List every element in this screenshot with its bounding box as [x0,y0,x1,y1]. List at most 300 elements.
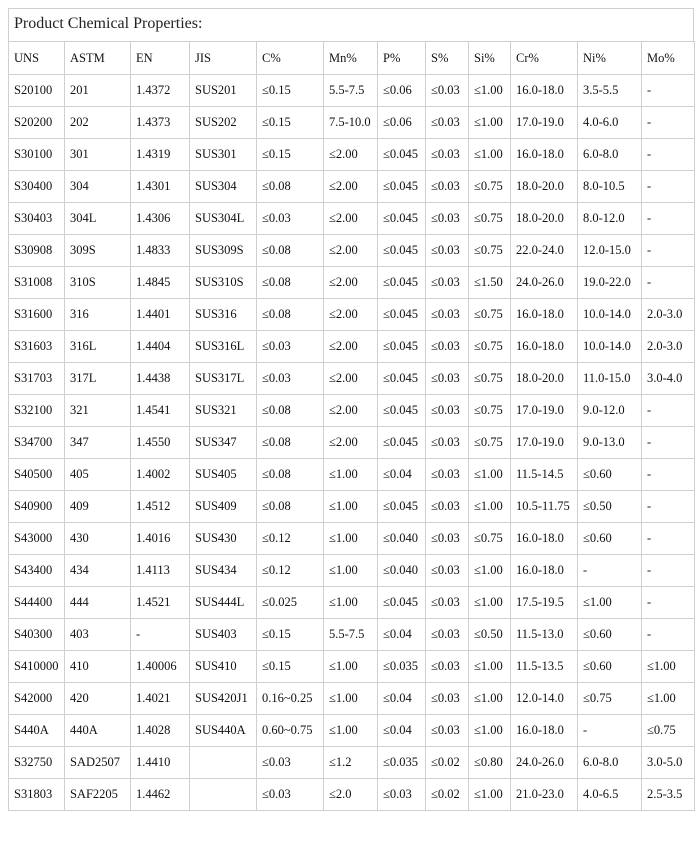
cell-astm: 409 [65,491,131,523]
cell-si: ≤1.00 [469,139,511,171]
cell-c: ≤0.08 [257,171,324,203]
cell-p: ≤0.035 [378,651,426,683]
cell-p: ≤0.045 [378,331,426,363]
cell-ni: 8.0-10.5 [578,171,642,203]
cell-cr: 24.0-26.0 [511,267,578,299]
cell-si: ≤1.00 [469,779,511,811]
cell-astm: 310S [65,267,131,299]
cell-c: 0.60~0.75 [257,715,324,747]
cell-en: 1.4512 [131,491,190,523]
cell-s: ≤0.03 [426,651,469,683]
cell-mn: ≤2.00 [324,267,378,299]
table-row [9,427,695,459]
cell-ni: 3.5-5.5 [578,75,642,107]
cell-c: ≤0.15 [257,139,324,171]
cell-uns: S30908 [9,235,65,267]
cell-mo: - [642,619,695,651]
cell-ni: ≤1.00 [578,587,642,619]
cell-mn: ≤1.00 [324,523,378,555]
cell-mo: - [642,139,695,171]
cell-mo: - [642,267,695,299]
cell-en: 1.4410 [131,747,190,779]
cell-c: ≤0.15 [257,107,324,139]
cell-c: ≤0.025 [257,587,324,619]
cell-cr: 22.0-24.0 [511,235,578,267]
cell-jis: SUS310S [190,267,257,299]
table-row [9,75,695,107]
cell-uns: S31703 [9,363,65,395]
cell-en: - [131,619,190,651]
cell-mo: - [642,459,695,491]
cell-s: ≤0.03 [426,683,469,715]
cell-s: ≤0.03 [426,107,469,139]
cell-mn: ≤2.00 [324,363,378,395]
cell-mo: - [642,523,695,555]
cell-s: ≤0.03 [426,171,469,203]
cell-astm: SAD2507 [65,747,131,779]
cell-uns: S20100 [9,75,65,107]
cell-astm: 317L [65,363,131,395]
cell-s: ≤0.03 [426,75,469,107]
cell-ni: - [578,555,642,587]
cell-c: ≤0.08 [257,235,324,267]
column-header-ni: Ni% [578,42,642,75]
cell-s: ≤0.03 [426,587,469,619]
cell-en: 1.4002 [131,459,190,491]
cell-c: ≤0.12 [257,555,324,587]
cell-astm: 420 [65,683,131,715]
cell-p: ≤0.040 [378,555,426,587]
cell-uns: S20200 [9,107,65,139]
cell-uns: S43400 [9,555,65,587]
cell-ni: 10.0-14.0 [578,331,642,363]
cell-astm: 301 [65,139,131,171]
cell-ni: ≤0.75 [578,683,642,715]
cell-s: ≤0.03 [426,299,469,331]
cell-jis: SUS403 [190,619,257,651]
cell-mo: - [642,587,695,619]
cell-jis [190,747,257,779]
cell-c: ≤0.15 [257,619,324,651]
table-row [9,331,695,363]
cell-jis: SUS410 [190,651,257,683]
cell-en: 1.4016 [131,523,190,555]
cell-astm: 403 [65,619,131,651]
cell-uns: S30400 [9,171,65,203]
cell-mo: 2.5-3.5 [642,779,695,811]
cell-cr: 16.0-18.0 [511,75,578,107]
cell-p: ≤0.04 [378,715,426,747]
cell-cr: 16.0-18.0 [511,523,578,555]
cell-cr: 17.0-19.0 [511,107,578,139]
cell-cr: 10.5-11.75 [511,491,578,523]
cell-uns: S32100 [9,395,65,427]
cell-en: 1.4833 [131,235,190,267]
cell-en: 1.4306 [131,203,190,235]
cell-si: ≤1.00 [469,651,511,683]
cell-cr: 12.0-14.0 [511,683,578,715]
cell-jis: SUS304L [190,203,257,235]
cell-cr: 17.0-19.0 [511,395,578,427]
cell-jis: SUS409 [190,491,257,523]
cell-astm: 405 [65,459,131,491]
cell-s: ≤0.03 [426,523,469,555]
cell-mn: ≤2.00 [324,203,378,235]
table-row [9,363,695,395]
cell-mn: ≤2.00 [324,235,378,267]
cell-jis: SUS347 [190,427,257,459]
cell-cr: 24.0-26.0 [511,747,578,779]
table-row [9,651,695,683]
cell-mn: ≤2.00 [324,299,378,331]
cell-c: ≤0.03 [257,203,324,235]
cell-mn: 5.5-7.5 [324,619,378,651]
table-row [9,747,695,779]
cell-c: ≤0.03 [257,363,324,395]
cell-jis: SUS444L [190,587,257,619]
cell-mo: - [642,75,695,107]
cell-astm: 430 [65,523,131,555]
cell-mn: ≤1.00 [324,555,378,587]
table-row [9,139,695,171]
cell-si: ≤0.75 [469,427,511,459]
cell-s: ≤0.03 [426,267,469,299]
cell-ni: - [578,715,642,747]
cell-mn: ≤1.00 [324,587,378,619]
cell-c: ≤0.03 [257,779,324,811]
cell-p: ≤0.06 [378,107,426,139]
cell-jis: SUS316 [190,299,257,331]
cell-astm: 321 [65,395,131,427]
cell-p: ≤0.04 [378,619,426,651]
cell-si: ≤1.50 [469,267,511,299]
table-row [9,267,695,299]
column-header-mo: Mo% [642,42,695,75]
cell-cr: 18.0-20.0 [511,203,578,235]
cell-en: 1.4372 [131,75,190,107]
cell-mn: 5.5-7.5 [324,75,378,107]
column-header-mn: Mn% [324,42,378,75]
cell-uns: S31803 [9,779,65,811]
cell-ni: 9.0-13.0 [578,427,642,459]
cell-p: ≤0.045 [378,171,426,203]
cell-mn: ≤2.00 [324,139,378,171]
cell-s: ≤0.03 [426,235,469,267]
cell-mo: - [642,107,695,139]
cell-astm: 444 [65,587,131,619]
cell-jis [190,779,257,811]
cell-ni: 11.0-15.0 [578,363,642,395]
cell-astm: 440A [65,715,131,747]
column-header-jis: JIS [190,42,257,75]
cell-si: ≤0.75 [469,171,511,203]
cell-uns: S40300 [9,619,65,651]
cell-mn: ≤2.00 [324,427,378,459]
cell-mn: ≤1.2 [324,747,378,779]
cell-jis: SUS316L [190,331,257,363]
cell-p: ≤0.045 [378,491,426,523]
cell-jis: SUS201 [190,75,257,107]
cell-uns: S42000 [9,683,65,715]
cell-jis: SUS405 [190,459,257,491]
cell-mn: ≤2.00 [324,331,378,363]
cell-ni: 6.0-8.0 [578,747,642,779]
cell-si: ≤1.00 [469,555,511,587]
cell-p: ≤0.045 [378,267,426,299]
column-header-astm: ASTM [65,42,131,75]
cell-uns: S32750 [9,747,65,779]
cell-uns: S440A [9,715,65,747]
cell-jis: SUS420J1 [190,683,257,715]
cell-astm: 309S [65,235,131,267]
cell-cr: 16.0-18.0 [511,555,578,587]
cell-cr: 17.0-19.0 [511,427,578,459]
table-row [9,171,695,203]
cell-s: ≤0.03 [426,139,469,171]
cell-cr: 16.0-18.0 [511,299,578,331]
cell-ni: ≤0.60 [578,523,642,555]
table-row [9,107,695,139]
cell-mo: - [642,395,695,427]
cell-cr: 18.0-20.0 [511,171,578,203]
cell-ni: 10.0-14.0 [578,299,642,331]
cell-en: 1.4550 [131,427,190,459]
cell-p: ≤0.040 [378,523,426,555]
cell-mn: ≤1.00 [324,715,378,747]
cell-astm: 202 [65,107,131,139]
cell-c: ≤0.08 [257,459,324,491]
cell-cr: 17.5-19.5 [511,587,578,619]
table-row [9,459,695,491]
cell-si: ≤1.00 [469,715,511,747]
cell-c: ≤0.08 [257,491,324,523]
cell-en: 1.4462 [131,779,190,811]
cell-en: 1.4028 [131,715,190,747]
cell-en: 1.4541 [131,395,190,427]
cell-si: ≤0.80 [469,747,511,779]
cell-mn: 7.5-10.0 [324,107,378,139]
properties-panel [8,8,694,811]
table-row [9,779,695,811]
cell-mn: ≤1.00 [324,459,378,491]
table-row [9,587,695,619]
cell-s: ≤0.02 [426,747,469,779]
cell-mo: - [642,171,695,203]
cell-si: ≤1.00 [469,587,511,619]
cell-mo: 2.0-3.0 [642,331,695,363]
cell-s: ≤0.02 [426,779,469,811]
column-header-s: S% [426,42,469,75]
header-row [9,42,695,75]
cell-si: ≤1.00 [469,459,511,491]
cell-c: ≤0.08 [257,427,324,459]
cell-mo: - [642,427,695,459]
cell-s: ≤0.03 [426,555,469,587]
column-header-p: P% [378,42,426,75]
cell-jis: SUS434 [190,555,257,587]
cell-mo: 3.0-4.0 [642,363,695,395]
cell-astm: 316L [65,331,131,363]
cell-mo: ≤1.00 [642,651,695,683]
cell-s: ≤0.03 [426,619,469,651]
cell-mn: ≤2.00 [324,395,378,427]
table-title: Product Chemical Properties: [8,8,694,41]
cell-c: ≤0.03 [257,331,324,363]
cell-uns: S43000 [9,523,65,555]
cell-mo: ≤1.00 [642,683,695,715]
table-row [9,203,695,235]
cell-cr: 18.0-20.0 [511,363,578,395]
cell-p: ≤0.045 [378,203,426,235]
cell-jis: SUS430 [190,523,257,555]
cell-astm: 434 [65,555,131,587]
cell-uns: S40500 [9,459,65,491]
cell-si: ≤1.00 [469,491,511,523]
cell-s: ≤0.03 [426,363,469,395]
cell-jis: SUS440A [190,715,257,747]
chemical-properties-table [8,41,695,811]
cell-uns: S31600 [9,299,65,331]
cell-si: ≤1.00 [469,107,511,139]
cell-c: ≤0.08 [257,267,324,299]
cell-en: 1.4021 [131,683,190,715]
cell-c: ≤0.15 [257,651,324,683]
cell-si: ≤0.75 [469,203,511,235]
table-row [9,491,695,523]
cell-ni: ≤0.60 [578,651,642,683]
cell-en: 1.4845 [131,267,190,299]
cell-p: ≤0.045 [378,587,426,619]
cell-en: 1.4401 [131,299,190,331]
cell-mo: - [642,235,695,267]
cell-si: ≤0.75 [469,363,511,395]
cell-si: ≤0.75 [469,523,511,555]
cell-astm: 304 [65,171,131,203]
cell-mn: ≤1.00 [324,683,378,715]
cell-en: 1.40006 [131,651,190,683]
cell-mn: ≤1.00 [324,491,378,523]
cell-p: ≤0.045 [378,299,426,331]
cell-uns: S31008 [9,267,65,299]
cell-en: 1.4319 [131,139,190,171]
cell-ni: 6.0-8.0 [578,139,642,171]
cell-en: 1.4113 [131,555,190,587]
cell-si: ≤0.75 [469,235,511,267]
cell-ni: 8.0-12.0 [578,203,642,235]
cell-astm: 316 [65,299,131,331]
cell-jis: SUS321 [190,395,257,427]
cell-ni: ≤0.60 [578,459,642,491]
table-row [9,683,695,715]
column-header-en: EN [131,42,190,75]
cell-en: 1.4404 [131,331,190,363]
table-row [9,619,695,651]
cell-cr: 16.0-18.0 [511,331,578,363]
cell-s: ≤0.03 [426,331,469,363]
cell-astm: 410 [65,651,131,683]
cell-c: ≤0.03 [257,747,324,779]
cell-mo: ≤0.75 [642,715,695,747]
cell-ni: 4.0-6.5 [578,779,642,811]
cell-jis: SUS317L [190,363,257,395]
cell-uns: S44400 [9,587,65,619]
cell-jis: SUS301 [190,139,257,171]
cell-cr: 16.0-18.0 [511,139,578,171]
cell-si: ≤1.00 [469,683,511,715]
column-header-c: C% [257,42,324,75]
cell-s: ≤0.03 [426,427,469,459]
cell-p: ≤0.06 [378,75,426,107]
cell-uns: S30403 [9,203,65,235]
cell-mo: - [642,555,695,587]
cell-s: ≤0.03 [426,459,469,491]
cell-si: ≤0.75 [469,299,511,331]
cell-p: ≤0.04 [378,683,426,715]
cell-ni: 19.0-22.0 [578,267,642,299]
column-header-cr: Cr% [511,42,578,75]
cell-cr: 11.5-13.0 [511,619,578,651]
cell-mo: - [642,203,695,235]
cell-p: ≤0.045 [378,427,426,459]
cell-uns: S34700 [9,427,65,459]
cell-c: ≤0.08 [257,299,324,331]
cell-cr: 11.5-13.5 [511,651,578,683]
cell-c: ≤0.12 [257,523,324,555]
cell-en: 1.4373 [131,107,190,139]
table-row [9,715,695,747]
cell-si: ≤1.00 [469,75,511,107]
cell-c: ≤0.15 [257,75,324,107]
cell-astm: 304L [65,203,131,235]
cell-en: 1.4521 [131,587,190,619]
table-row [9,523,695,555]
cell-si: ≤0.75 [469,395,511,427]
cell-s: ≤0.03 [426,395,469,427]
cell-mo: 3.0-5.0 [642,747,695,779]
column-header-uns: UNS [9,42,65,75]
cell-cr: 21.0-23.0 [511,779,578,811]
cell-astm: SAF2205 [65,779,131,811]
cell-jis: SUS202 [190,107,257,139]
table-row [9,235,695,267]
cell-mo: 2.0-3.0 [642,299,695,331]
cell-p: ≤0.045 [378,363,426,395]
cell-c: ≤0.08 [257,395,324,427]
table-row [9,395,695,427]
cell-mn: ≤1.00 [324,651,378,683]
cell-ni: ≤0.50 [578,491,642,523]
table-row [9,555,695,587]
cell-en: 1.4438 [131,363,190,395]
cell-p: ≤0.04 [378,459,426,491]
cell-s: ≤0.03 [426,715,469,747]
cell-ni: 4.0-6.0 [578,107,642,139]
cell-uns: S30100 [9,139,65,171]
cell-s: ≤0.03 [426,203,469,235]
cell-ni: 9.0-12.0 [578,395,642,427]
cell-ni: ≤0.60 [578,619,642,651]
cell-si: ≤0.75 [469,331,511,363]
cell-mn: ≤2.00 [324,171,378,203]
column-header-si: Si% [469,42,511,75]
cell-mn: ≤2.0 [324,779,378,811]
cell-astm: 347 [65,427,131,459]
cell-uns: S40900 [9,491,65,523]
cell-jis: SUS309S [190,235,257,267]
cell-s: ≤0.03 [426,491,469,523]
cell-en: 1.4301 [131,171,190,203]
cell-p: ≤0.045 [378,395,426,427]
